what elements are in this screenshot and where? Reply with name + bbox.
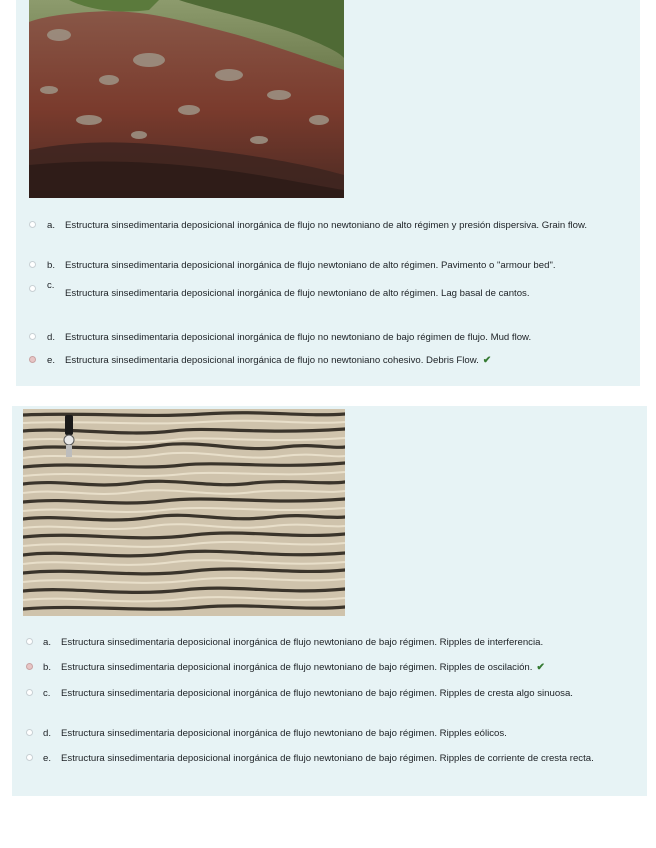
option-a[interactable] — [16, 218, 632, 233]
option-letter: d. — [43, 728, 52, 739]
radio-icon[interactable] — [26, 754, 33, 761]
radio-icon[interactable] — [29, 285, 36, 292]
radio-icon[interactable] — [29, 221, 36, 228]
check-icon: ✔ — [536, 662, 545, 673]
option-c[interactable] — [12, 686, 639, 701]
option-b[interactable] — [12, 660, 639, 675]
radio-icon[interactable] — [26, 689, 33, 696]
option-text: Estructura sinsedimentaria deposicional inorgánica de flujo newtoniano de alto régimen. Pavimento o "armour bed". — [65, 260, 556, 271]
radio-icon[interactable] — [26, 663, 33, 670]
option-c[interactable] — [16, 282, 632, 301]
option-text: Estructura sinsedimentaria deposicional inorgánica de flujo newtoniano de bajo régimen. Ripples de oscilación. ✔ — [61, 662, 545, 673]
option-text: Estructura sinsedimentaria deposicional inorgánica de flujo newtoniano de bajo régimen. Ripples de cresta algo sinuosa. — [61, 688, 573, 699]
option-text: Estructura sinsedimentaria deposicional inorgánica de flujo no newtoniano de bajo régimen de flujo. Mud flow. — [65, 332, 532, 343]
option-e[interactable] — [16, 353, 632, 368]
radio-icon[interactable] — [29, 261, 36, 268]
debris-flow-photo — [29, 0, 344, 198]
option-letter: a. — [43, 637, 52, 648]
option-text: Estructura sinsedimentaria deposicional inorgánica de flujo newtoniano de bajo régimen. Ripples de corriente de cresta recta. — [61, 753, 594, 764]
option-letter: c. — [43, 688, 51, 699]
question-card-2 — [12, 406, 647, 796]
option-text: Estructura sinsedimentaria deposicional inorgánica de flujo newtoniano de alto régimen. Lag basal de cantos. — [65, 288, 530, 299]
radio-icon[interactable] — [29, 356, 36, 363]
option-text: Estructura sinsedimentaria deposicional inorgánica de flujo no newtoniano cohesivo. Debris Flow. ✔ — [65, 355, 492, 366]
option-d[interactable] — [16, 330, 632, 345]
option-text: Estructura sinsedimentaria deposicional inorgánica de flujo newtoniano de bajo régimen. Ripples eólicos. — [61, 728, 507, 739]
option-letter: e. — [47, 355, 56, 366]
question-card-1 — [16, 0, 640, 386]
check-icon: ✔ — [482, 355, 492, 366]
option-e[interactable] — [12, 751, 639, 766]
option-a[interactable] — [12, 635, 639, 650]
radio-icon[interactable] — [26, 729, 33, 736]
option-letter: c. — [47, 280, 55, 291]
option-d[interactable] — [12, 726, 639, 741]
option-letter: d. — [47, 332, 56, 343]
option-text: Estructura sinsedimentaria deposicional inorgánica de flujo no newtoniano de alto régimen y presión dispersiva. Grain flow. — [65, 220, 588, 231]
option-letter: b. — [43, 662, 52, 673]
option-letter: a. — [47, 220, 56, 231]
option-letter: e. — [43, 753, 52, 764]
option-letter: b. — [47, 260, 56, 271]
radio-icon[interactable] — [29, 333, 36, 340]
ripples-photo — [23, 409, 345, 616]
radio-icon[interactable] — [26, 638, 33, 645]
option-text: Estructura sinsedimentaria deposicional inorgánica de flujo newtoniano de bajo régimen. Ripples de interferencia. — [61, 637, 544, 648]
option-b[interactable] — [16, 258, 632, 273]
